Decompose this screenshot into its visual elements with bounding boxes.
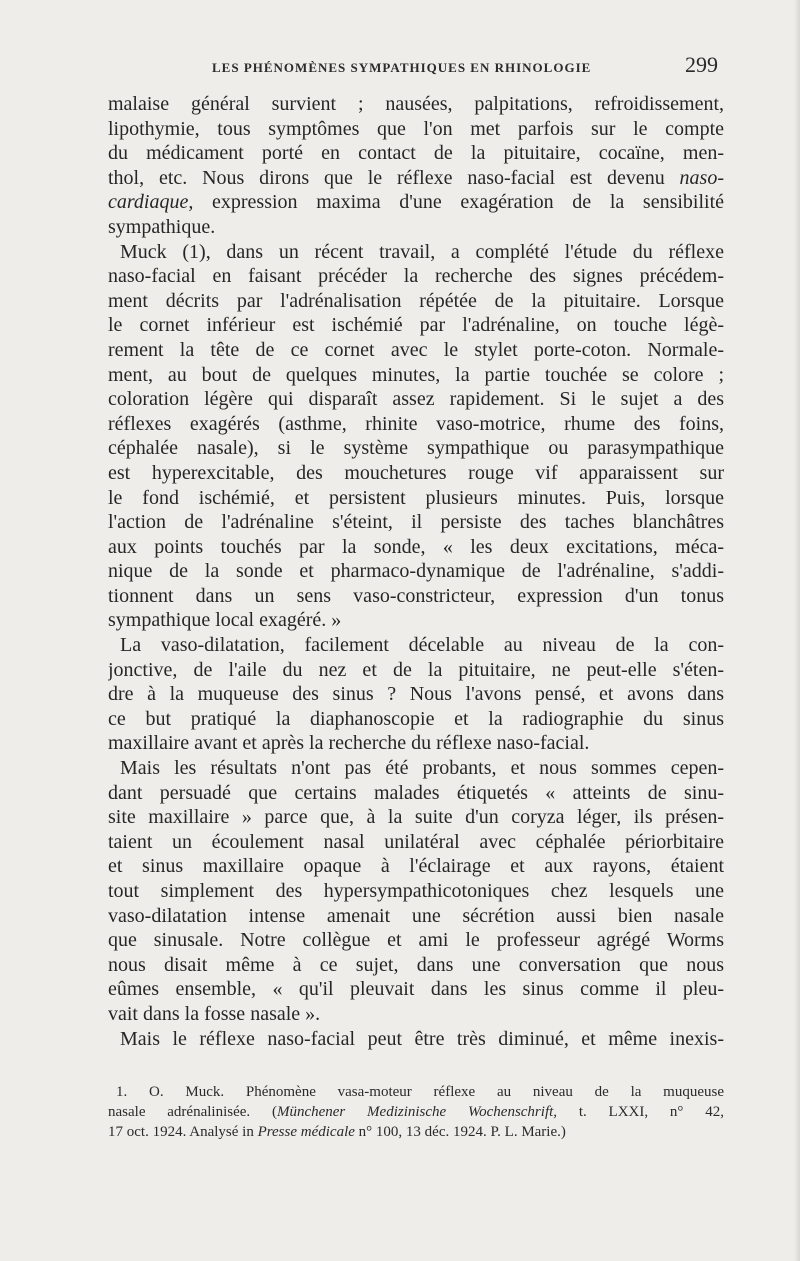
text-line: l'action de l'adrénaline s'éteint, il persiste des taches blanchâtres xyxy=(108,511,724,534)
text-line: aux points touchés par la sonde, « les deux excitations, méca- xyxy=(108,535,724,558)
footnote-fragment: 17 oct. 1924. Analysé in xyxy=(108,1124,258,1140)
text-line: nique de la sonde et pharmaco-dynamique de l'adrénaline, s'addi- xyxy=(108,560,724,583)
footnote-line xyxy=(108,1102,724,1122)
text-line: que sinusale. Notre collègue et ami le professeur agrégé Worms xyxy=(108,929,724,952)
text-line: jonctive, de l'aile du nez et de la pituitaire, ne peut-elle s'éten- xyxy=(108,658,724,681)
text-line: lipothymie, tous symptômes que l'on met parfois sur le compte xyxy=(108,117,724,140)
text-line: ment, au bout de quelques minutes, la partie touchée se colore ; xyxy=(108,363,724,386)
text-line: maxillaire avant et après la recherche du réflexe naso-facial. xyxy=(108,732,590,755)
text-line: eûmes ensemble, « qu'il pleuvait dans les sinus comme il pleu- xyxy=(108,978,724,1001)
text-line: du médicament porté en contact de la pituitaire, cocaïne, men- xyxy=(108,142,724,165)
text-line: le cornet inférieur est ischémié par l'adrénaline, on touche légè- xyxy=(108,314,724,337)
journal-title: Münchener Medizinische Wochenschrift, xyxy=(276,1104,558,1120)
text-line: site maxillaire » parce que, à la suite d'un coryza léger, ils présen- xyxy=(108,806,724,829)
text-line: dant persuadé que certains malades étiquetés « atteints de sinu- xyxy=(108,781,724,804)
text-line: vaso-dilatation intense amenait une sécrétion aussi bien nasale xyxy=(108,904,724,927)
footnote-line: 1. O. Muck. Phénomène vasa-moteur réflexe au niveau de la muqueuse xyxy=(116,1084,724,1100)
text-line: sympathique. xyxy=(108,215,216,238)
page-number: 299 xyxy=(685,52,718,77)
text-line xyxy=(108,190,724,215)
text-line: malaise général survient ; nausées, palpitations, refroidissement, xyxy=(108,93,724,115)
text-line: est hyperexcitable, des mouchetures rouge vif apparaissent sur xyxy=(108,461,724,484)
text-line: tout simplement des hypersympathicotoniques chez lesquels une xyxy=(108,880,724,902)
text-line: taient un écoulement nasal unilatéral avec céphalée périorbitaire xyxy=(108,830,724,853)
text-fragment: thol, etc. Nous dirons que le réflexe naso-facial est devenu xyxy=(108,166,665,189)
footnote-fragment: t. LXXI, n° 42, xyxy=(557,1104,724,1120)
footnote xyxy=(108,1082,724,1142)
text-line: Muck (1), dans un récent travail, a complété l'étude du réflexe xyxy=(120,240,724,263)
running-title: LES PHÉNOMÈNES SYMPATHIQUES EN RHINOLOGIE xyxy=(212,60,592,75)
text-line: réflexes exagérés (asthme, rhinite vaso-motrice, rhume des foins, xyxy=(108,412,724,435)
text-line: ment décrits par l'adrénalisation répétée de la pituitaire. Lorsque xyxy=(108,289,724,312)
text-line: nous disait même à ce sujet, dans une conversation que nous xyxy=(108,953,724,976)
page-edge-shadow xyxy=(794,0,800,1261)
text-line xyxy=(108,166,724,191)
text-line: tionnent dans un sens vaso-constricteur, expression d'un tonus xyxy=(108,584,724,607)
text-line: La vaso-dilatation, facilement décelable au niveau de la con- xyxy=(120,634,724,657)
footnote-fragment: n° 100, 13 déc. 1924. P. L. Marie.) xyxy=(354,1124,566,1140)
footnote-fragment: nasale adrénalinisée. ( xyxy=(108,1104,277,1120)
text-line: le fond ischémié, et persistent plusieurs minutes. Puis, lorsque xyxy=(108,486,724,509)
text-line: vait dans la fosse nasale ». xyxy=(108,1002,321,1025)
text-line: dre à la muqueuse des sinus ? Nous l'avons pensé, et avons dans xyxy=(108,683,724,706)
text-line: coloration légère qui disparaît assez rapidement. Si le sujet a des xyxy=(108,388,724,411)
footnote-line xyxy=(108,1122,724,1142)
journal-title: Presse médicale xyxy=(257,1124,355,1140)
text-line: Mais le réflexe naso-facial peut être très diminué, et même inexis- xyxy=(120,1027,724,1050)
text-line: naso-facial en faisant précéder la recherche des signes précédem- xyxy=(108,265,724,288)
italic-term: cardiaque, xyxy=(108,191,194,214)
text-line: sympathique local exagéré. » xyxy=(108,609,342,632)
page-header xyxy=(108,52,724,82)
text-line: ce but pratiqué la diaphanoscopie et la radiographie du sinus xyxy=(108,707,724,730)
italic-term: naso- xyxy=(679,166,724,189)
text-line: céphalée nasale), si le système sympathique ou parasympathique xyxy=(108,437,724,460)
text-line: rement la tête de ce cornet avec le stylet porte-coton. Normale- xyxy=(108,338,724,361)
body-text xyxy=(108,92,724,1051)
text-fragment: expression maxima d'une exagération de la sensibilité xyxy=(212,191,724,214)
text-line: Mais les résultats n'ont pas été probants, et nous sommes cepen- xyxy=(120,757,724,780)
text-line: et sinus maxillaire opaque à l'éclairage et aux rayons, étaient xyxy=(108,855,724,878)
